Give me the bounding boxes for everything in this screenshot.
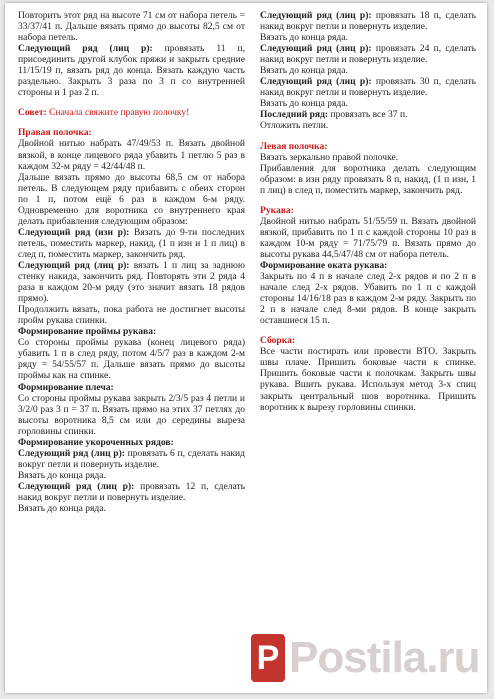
- row-label: Следующий ряд (лиц р):: [18, 259, 130, 271]
- left-column: [18, 10, 245, 514]
- section-heading: Левая полочка:: [260, 140, 328, 152]
- paragraph: [18, 172, 245, 227]
- paragraph: [260, 141, 476, 152]
- paragraph: [18, 437, 245, 448]
- instruction-text: Дальше вязать прямо до высоты 68,5 см от набора петель. В следующем ряду прибавить с обеих сторон по 1 п, потом ещё 6 раз в каждом 6-м ряду. Одновременно для воротника со внутреннего края делать прибавления следующим образом:: [18, 171, 245, 227]
- paragraph: [18, 227, 245, 260]
- instruction-text: Все части постирать или провести ВТО. Закрыть швы плаче. Пришить боковые части к спинке. Пришить боковые части к полочкам. Закрыть швы рукава. Вшить рукава. Используя метод 3-х спиц закрыть центральный шов воротника. Пришить воротник к вырезу горловины спинки.: [260, 346, 476, 413]
- instruction-text: провязать 24 п, сделать накид вокруг петли и повернуть изделие.: [260, 43, 477, 66]
- paragraph: [260, 120, 476, 131]
- section-heading: Сборка:: [260, 335, 296, 347]
- paragraph: [260, 76, 476, 98]
- instruction-text: Вязать до конца ряда.: [260, 65, 348, 77]
- paragraph: [18, 260, 245, 304]
- paragraph: [260, 271, 476, 326]
- paragraph: [18, 138, 245, 171]
- paragraph: [260, 163, 476, 196]
- instruction-text: Прибавления для воротника делать следующим образом: в изн ряду провязать 8 п, накид, (1 п изн, 1 п лиц) в след п, поместить маркер, закончить ряд.: [260, 162, 476, 196]
- tip-label: Совет:: [18, 107, 47, 119]
- instruction-text: провязать 30 п, сделать накид вокруг петли и повернуть изделие.: [260, 76, 477, 99]
- postila-watermark: [251, 623, 487, 693]
- paragraph: [18, 382, 245, 393]
- instruction-text: Вязать до 9-ти последних петель, поместить маркер, накид, (1 п изн и 1 п лиц) в след п, поместить маркер, закончить ряд.: [18, 226, 245, 260]
- paragraph: [260, 10, 476, 32]
- paragraph: [18, 107, 245, 118]
- paragraph: [18, 304, 245, 326]
- paragraph-gap: [260, 196, 476, 205]
- instruction-text: провязать 6 п, сделать накид вокруг петли и повернуть изделие.: [18, 447, 245, 470]
- paragraph: [18, 481, 245, 503]
- right-column: [260, 10, 476, 413]
- paragraph: [18, 127, 245, 138]
- row-label: Последний ряд:: [260, 109, 329, 121]
- subsection-heading: Формирование плеча:: [18, 381, 114, 393]
- paragraph: [18, 448, 245, 470]
- instruction-text: Вязать до конца ряда.: [260, 98, 348, 110]
- paragraph-gap: [18, 118, 245, 127]
- section-heading: Рукава:: [260, 204, 294, 216]
- tip-text: Сначала свяжите правую полочку!: [46, 107, 190, 119]
- paragraph: [260, 216, 476, 260]
- instruction-text: провязать 11 п, присоединить другой клубок пряжи и закрыть средние 11/15/19 п, вязать ряд до конца. Вязать каждую часть раздельно. Закрыть 3 раза по 3 п со внутренней стороны и 1 раз 2 п.: [18, 43, 245, 99]
- paragraph: [260, 260, 476, 271]
- instruction-text: Закрыть по 4 п в начале след 2-х рядов и по 2 п в начале след 2-х рядов. Убавить по 1 п с каждой стороны 14/16/18 раз в каждом 2-м ряду. Закрыть по 2 п в начале след 8-ми рядов. В конце закрыть оставшиеся 15 п.: [260, 271, 476, 327]
- row-label: Следующий ряд (лиц р):: [18, 447, 125, 459]
- instruction-text: Повторить этот ряд на высоте 71 см от набора петель = 33/37/41 п. Дальше вязать прямо до высоты 82,5 см от набора петель.: [18, 10, 245, 44]
- row-label: Следующий ряд (лиц р):: [260, 10, 372, 21]
- paragraph: [18, 470, 245, 481]
- subsection-heading: Формирование оката рукава:: [260, 259, 388, 271]
- instruction-text: Вязать зеркально правой полочке.: [260, 151, 399, 163]
- row-label: Следующий ряд (лиц р):: [260, 76, 372, 88]
- paragraph: [18, 337, 245, 381]
- paragraph: [260, 109, 476, 120]
- paragraph: [260, 346, 476, 412]
- row-label: Следующий ряд (лиц р):: [18, 480, 135, 492]
- instruction-text: Вязать до конца ряда.: [260, 32, 348, 44]
- paragraph-gap: [260, 326, 476, 335]
- paragraph: [18, 393, 245, 437]
- paragraph: [18, 503, 245, 514]
- section-heading: Правая полочка:: [18, 127, 92, 139]
- paragraph: [18, 326, 245, 337]
- postila-logo-icon: [251, 634, 285, 682]
- instruction-text: Вязать до конца ряда.: [18, 469, 106, 481]
- logo-letter: P: [256, 638, 280, 677]
- row-label: Следующий ряд (изн р):: [18, 226, 130, 238]
- document-page: [5, 3, 487, 693]
- instruction-text: провязать 18 п, сделать накид вокруг петли и повернуть изделие.: [260, 10, 477, 33]
- paragraph: [260, 98, 476, 109]
- paragraph-gap: [260, 132, 476, 141]
- instruction-text: Продолжить вязать, пока работа не достигнет высоты пройм рукава спинки.: [18, 304, 245, 327]
- paragraph: [260, 65, 476, 76]
- paragraph: [18, 43, 245, 98]
- paragraph: [18, 10, 245, 43]
- instruction-text: Со стороны проймы рукава закрыть 2/3/5 раз 4 петли и 3/2/0 раз 3 п = 37 п. Вязать прямо на этих 37 петлях до высоты воротника 8,5 см или до середины выреза горловины спинки.: [18, 392, 245, 437]
- row-label: Следующий ряд (лиц р):: [260, 43, 372, 55]
- row-label: Следующий ряд (лиц р):: [18, 43, 153, 55]
- paragraph-gap: [18, 98, 245, 107]
- instruction-text: вязать 1 п лиц за заднюю стенку накида, закончить ряд. Повторять эти 2 ряда 4 раза в каждом 20-м ряду (это значит вязать 18 рядов прямо).: [18, 259, 245, 305]
- paragraph: [260, 43, 476, 65]
- paragraph: [260, 32, 476, 43]
- paragraph: [260, 152, 476, 163]
- instruction-text: Вязать до конца ряда.: [18, 503, 106, 515]
- instruction-text: Двойной нитью набрать 51/55/59 п. Вязать двойной вязкой, прибавить по 1 п с каждой стороны 10 раз в каждом 10-м ряду = 71/75/79 п. Вязать прямо до высоты рукава 44,5/47/48 см от набора петель.: [260, 215, 476, 260]
- watermark-text: Postila.ru: [289, 633, 480, 682]
- paragraph: [260, 205, 476, 216]
- instruction-text: провязать все 37 п.: [328, 109, 408, 121]
- subsection-heading: Формирование укороченных рядов:: [18, 436, 174, 448]
- instruction-text: Отложить петли.: [260, 120, 329, 132]
- subsection-heading: Формирование проймы рукава:: [18, 326, 157, 338]
- instruction-text: провязать 12 п, сделать накид вокруг петли и повернуть изделие.: [18, 480, 245, 503]
- paragraph: [260, 335, 476, 346]
- instruction-text: Со стороны проймы рукава (конец лицевого ряда) убавить 1 п в след ряду, потом 4/5/7 раз в каждом 2-м ряду = 54/55/57 п. Дальше вязать прямо до высоты проймы как на спинке.: [18, 337, 245, 382]
- instruction-text: Двойной нитью набрать 47/49/53 п. Вязать двойной вязкой, в конце лицевого ряда убавить 1 петлю 5 раз в каждом 32-м ряду = 42/44/48 п.: [18, 138, 245, 172]
